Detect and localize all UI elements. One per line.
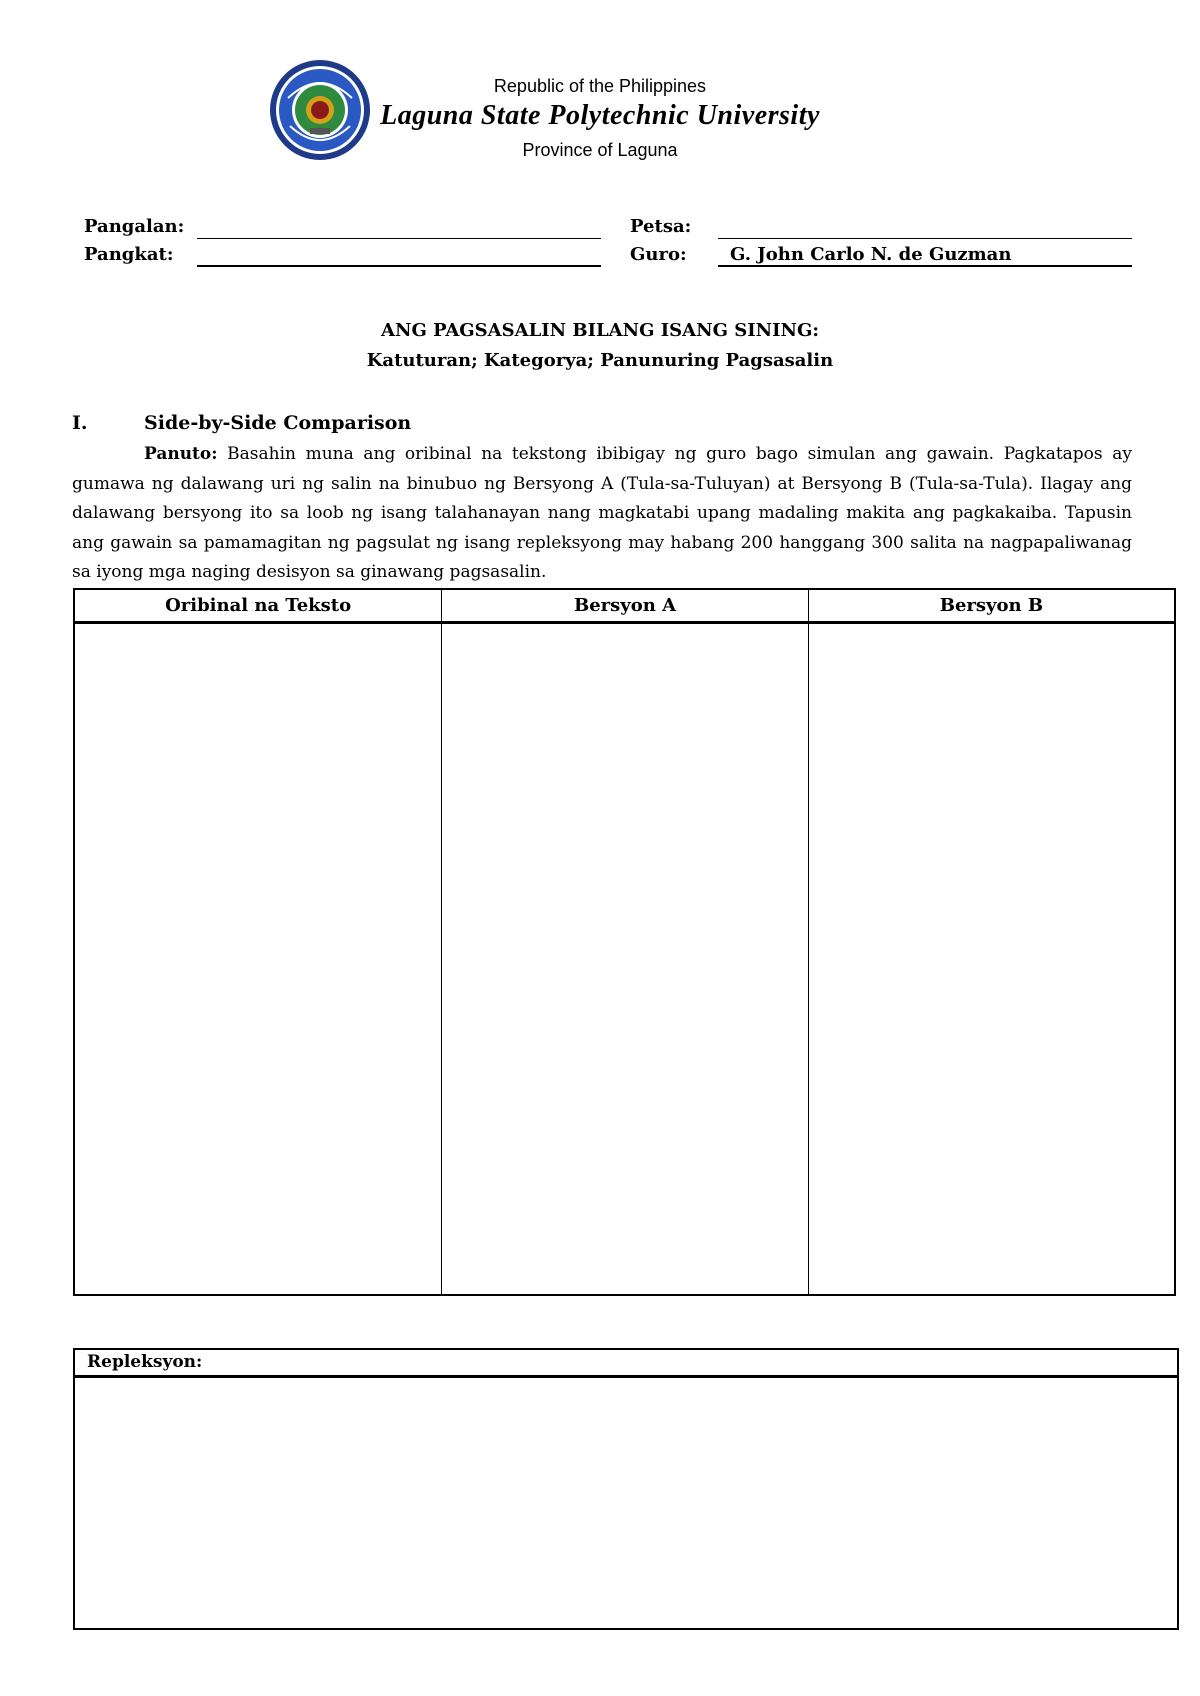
table-row xyxy=(74,623,1175,1296)
republic-text: Republic of the Philippines xyxy=(493,76,707,96)
instruction-label: Panuto: xyxy=(144,444,218,464)
page-subtitle: Katuturan; Kategorya; Panunuring Pagsasalin xyxy=(366,350,834,371)
reflection-header xyxy=(75,1350,1177,1378)
table-header-row xyxy=(74,589,1175,623)
section-number: I. xyxy=(72,412,88,434)
page-title: ANG PAGSASALIN BILANG ISANG SINING: xyxy=(381,320,819,341)
name-label: Pangalan: xyxy=(84,216,185,237)
cell-version-a[interactable] xyxy=(442,623,809,1296)
date-field[interactable] xyxy=(718,238,1132,239)
group-label: Pangkat: xyxy=(84,244,174,265)
reflection-box xyxy=(73,1348,1179,1630)
comparison-table xyxy=(73,588,1176,1296)
cell-original-text[interactable] xyxy=(74,623,442,1296)
instruction-text: Basahin muna ang oribinal na tekstong ibibigay ng guro bago simulan ang gawain. Pagkatapos ay gumawa ng dalawang uri ng salin na binubuo ng Bersyong A (Tula-sa-Tuluyan) at Bersyong B (Tula-sa-Tula). Ilagay ang dalawang bersyong ito sa loob ng isang talahanayan nang magkatabi upang madaling makita ang pagkakaiba. Tapusin ang gawain sa pamamagitan ng pagsulat ng isang repleksyong may habang 200 hanggang 300 salita na nagpapaliwanag sa iyong mga naging desisyon sa ginawang pagsasalin. xyxy=(72,444,1132,582)
cell-version-b[interactable] xyxy=(808,623,1175,1296)
instructions xyxy=(72,440,1132,588)
reflection-area[interactable] xyxy=(75,1378,1177,1628)
reflection-label: Repleksyon: xyxy=(87,1352,203,1372)
section-heading: Side-by-Side Comparison xyxy=(144,412,412,434)
teacher-field-line xyxy=(718,265,1132,267)
province-text: Province of Laguna xyxy=(522,140,678,160)
column-header-version-b: Bersyon B xyxy=(808,589,1175,623)
teacher-value: G. John Carlo N. de Guzman xyxy=(730,244,1012,265)
name-field[interactable] xyxy=(197,238,601,239)
university-name: Laguna State Polytechnic University xyxy=(380,100,820,131)
date-label: Petsa: xyxy=(630,216,692,237)
column-header-original: Oribinal na Teksto xyxy=(74,589,442,623)
teacher-label: Guro: xyxy=(630,244,687,265)
column-header-version-a: Bersyon A xyxy=(442,589,809,623)
group-field[interactable] xyxy=(197,265,601,267)
